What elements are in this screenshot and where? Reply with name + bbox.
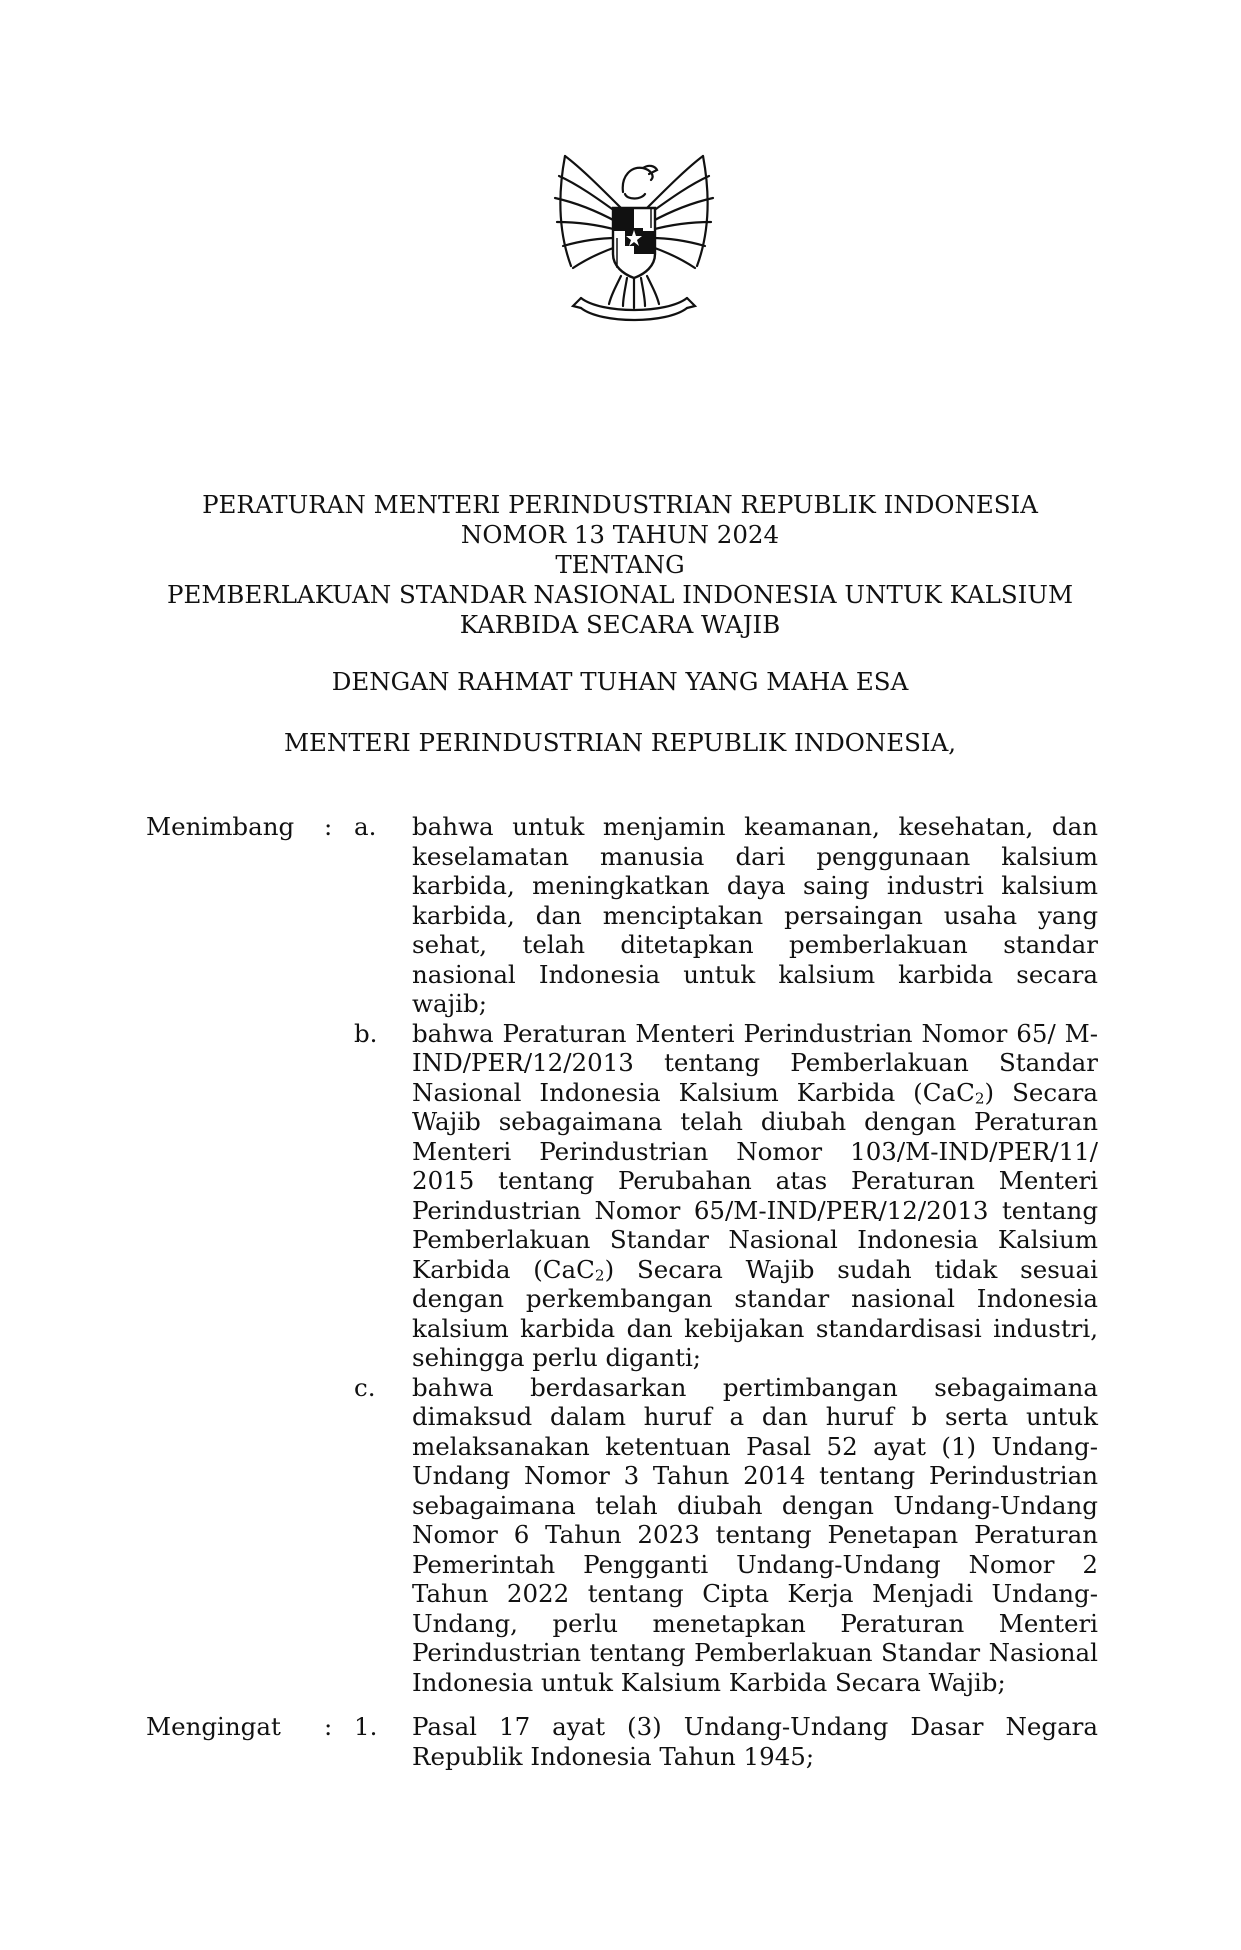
item-marker: b. — [354, 1018, 378, 1048]
title-line: NOMOR 13 TAHUN 2024 — [460, 520, 780, 549]
item-text — [412, 1019, 1098, 1373]
mengingat-section — [146, 1712, 1096, 1771]
item-text-part: bahwa Peraturan Menteri Perindustrian Nomor 65/ M-IND/PER/12/2013 tentang Pemberlakuan Standar Nasional Indonesia Kalsium Karbida (CaC — [412, 1018, 1098, 1107]
section-colon: : — [324, 1712, 333, 1741]
section-label: Mengingat — [146, 1712, 281, 1741]
list-item — [146, 1373, 1096, 1698]
title-line: KARBIDA SECARA WAJIB — [459, 610, 781, 639]
invocation: DENGAN RAHMAT TUHAN YANG MAHA ESA — [331, 667, 909, 696]
section-colon: : — [324, 812, 333, 841]
menimbang-section — [146, 812, 1096, 1697]
item-text: Pasal 17 ayat (3) Undang-Undang Dasar Negara Republik Indonesia Tahun 1945; — [412, 1712, 1098, 1771]
list-item — [146, 1019, 1096, 1373]
item-text-part: ) Secara Wajib sudah tidak sesuai dengan perkembangan standar nasional Indonesia kalsium karbida dan kebijakan standardisasi industri, sehingga perlu diganti; — [412, 1254, 1098, 1372]
item-text: bahwa untuk menjamin keamanan, kesehatan, dan keselamatan manusia dari penggunaan kalsium karbida, meningkatkan daya saing industri kalsium karbida, dan menciptakan persaingan usaha yang sehat, telah ditetapkan pemberlakuan standar nasional Indonesia untuk kalsium karbida secara wajib; — [412, 812, 1098, 1018]
item-text-part: ) Secara Wajib sebagaimana telah diubah dengan Peraturan Menteri Perindustrian Nomor 103/M-IND/PER/11/ 2015 tentang Perubahan atas Peraturan Menteri Perindustrian Nomor 65/M-IND/PER/12/2013 tentang Pemberlakuan Standar Nasional Indonesia Kalsium Karbida (CaC — [412, 1077, 1098, 1284]
item-text: bahwa berdasarkan pertimbangan sebagaimana dimaksud dalam huruf a dan huruf b serta untuk melaksanakan ketentuan Pasal 52 ayat (1) Undang-Undang Nomor 3 Tahun 2014 tentang Perindustrian sebagaimana telah diubah dengan Undang-Undang Nomor 6 Tahun 2023 tentang Penetapan Peraturan Pemerintah Pengganti Undang-Undang Nomor 2 Tahun 2022 tentang Cipta Kerja Menjadi Undang-Undang, perlu menetapkan Peraturan Menteri Perindustrian tentang Pemberlakuan Standar Nasional Indonesia untuk Kalsium Karbida Secara Wajib; — [412, 1372, 1098, 1697]
garuda-pancasila-emblem-icon — [551, 148, 717, 328]
item-marker: c. — [354, 1372, 376, 1402]
item-marker: a. — [354, 812, 377, 841]
list-item — [146, 1712, 1096, 1771]
regulation-title — [140, 490, 1100, 640]
item-marker: 1. — [354, 1712, 378, 1741]
section-label: Menimbang — [146, 812, 295, 841]
authority-line: MENTERI PERINDUSTRIAN REPUBLIK INDONESIA, — [283, 728, 957, 757]
subscript: 2 — [974, 1088, 985, 1107]
subscript: 2 — [594, 1265, 605, 1284]
title-line: PEMBERLAKUAN STANDAR NASIONAL INDONESIA UNTUK KALSIUM — [166, 580, 1074, 609]
title-line: PERATURAN MENTERI PERINDUSTRIAN REPUBLIK INDONESIA — [202, 490, 1038, 519]
title-line: TENTANG — [555, 550, 685, 579]
list-item — [146, 812, 1096, 1019]
